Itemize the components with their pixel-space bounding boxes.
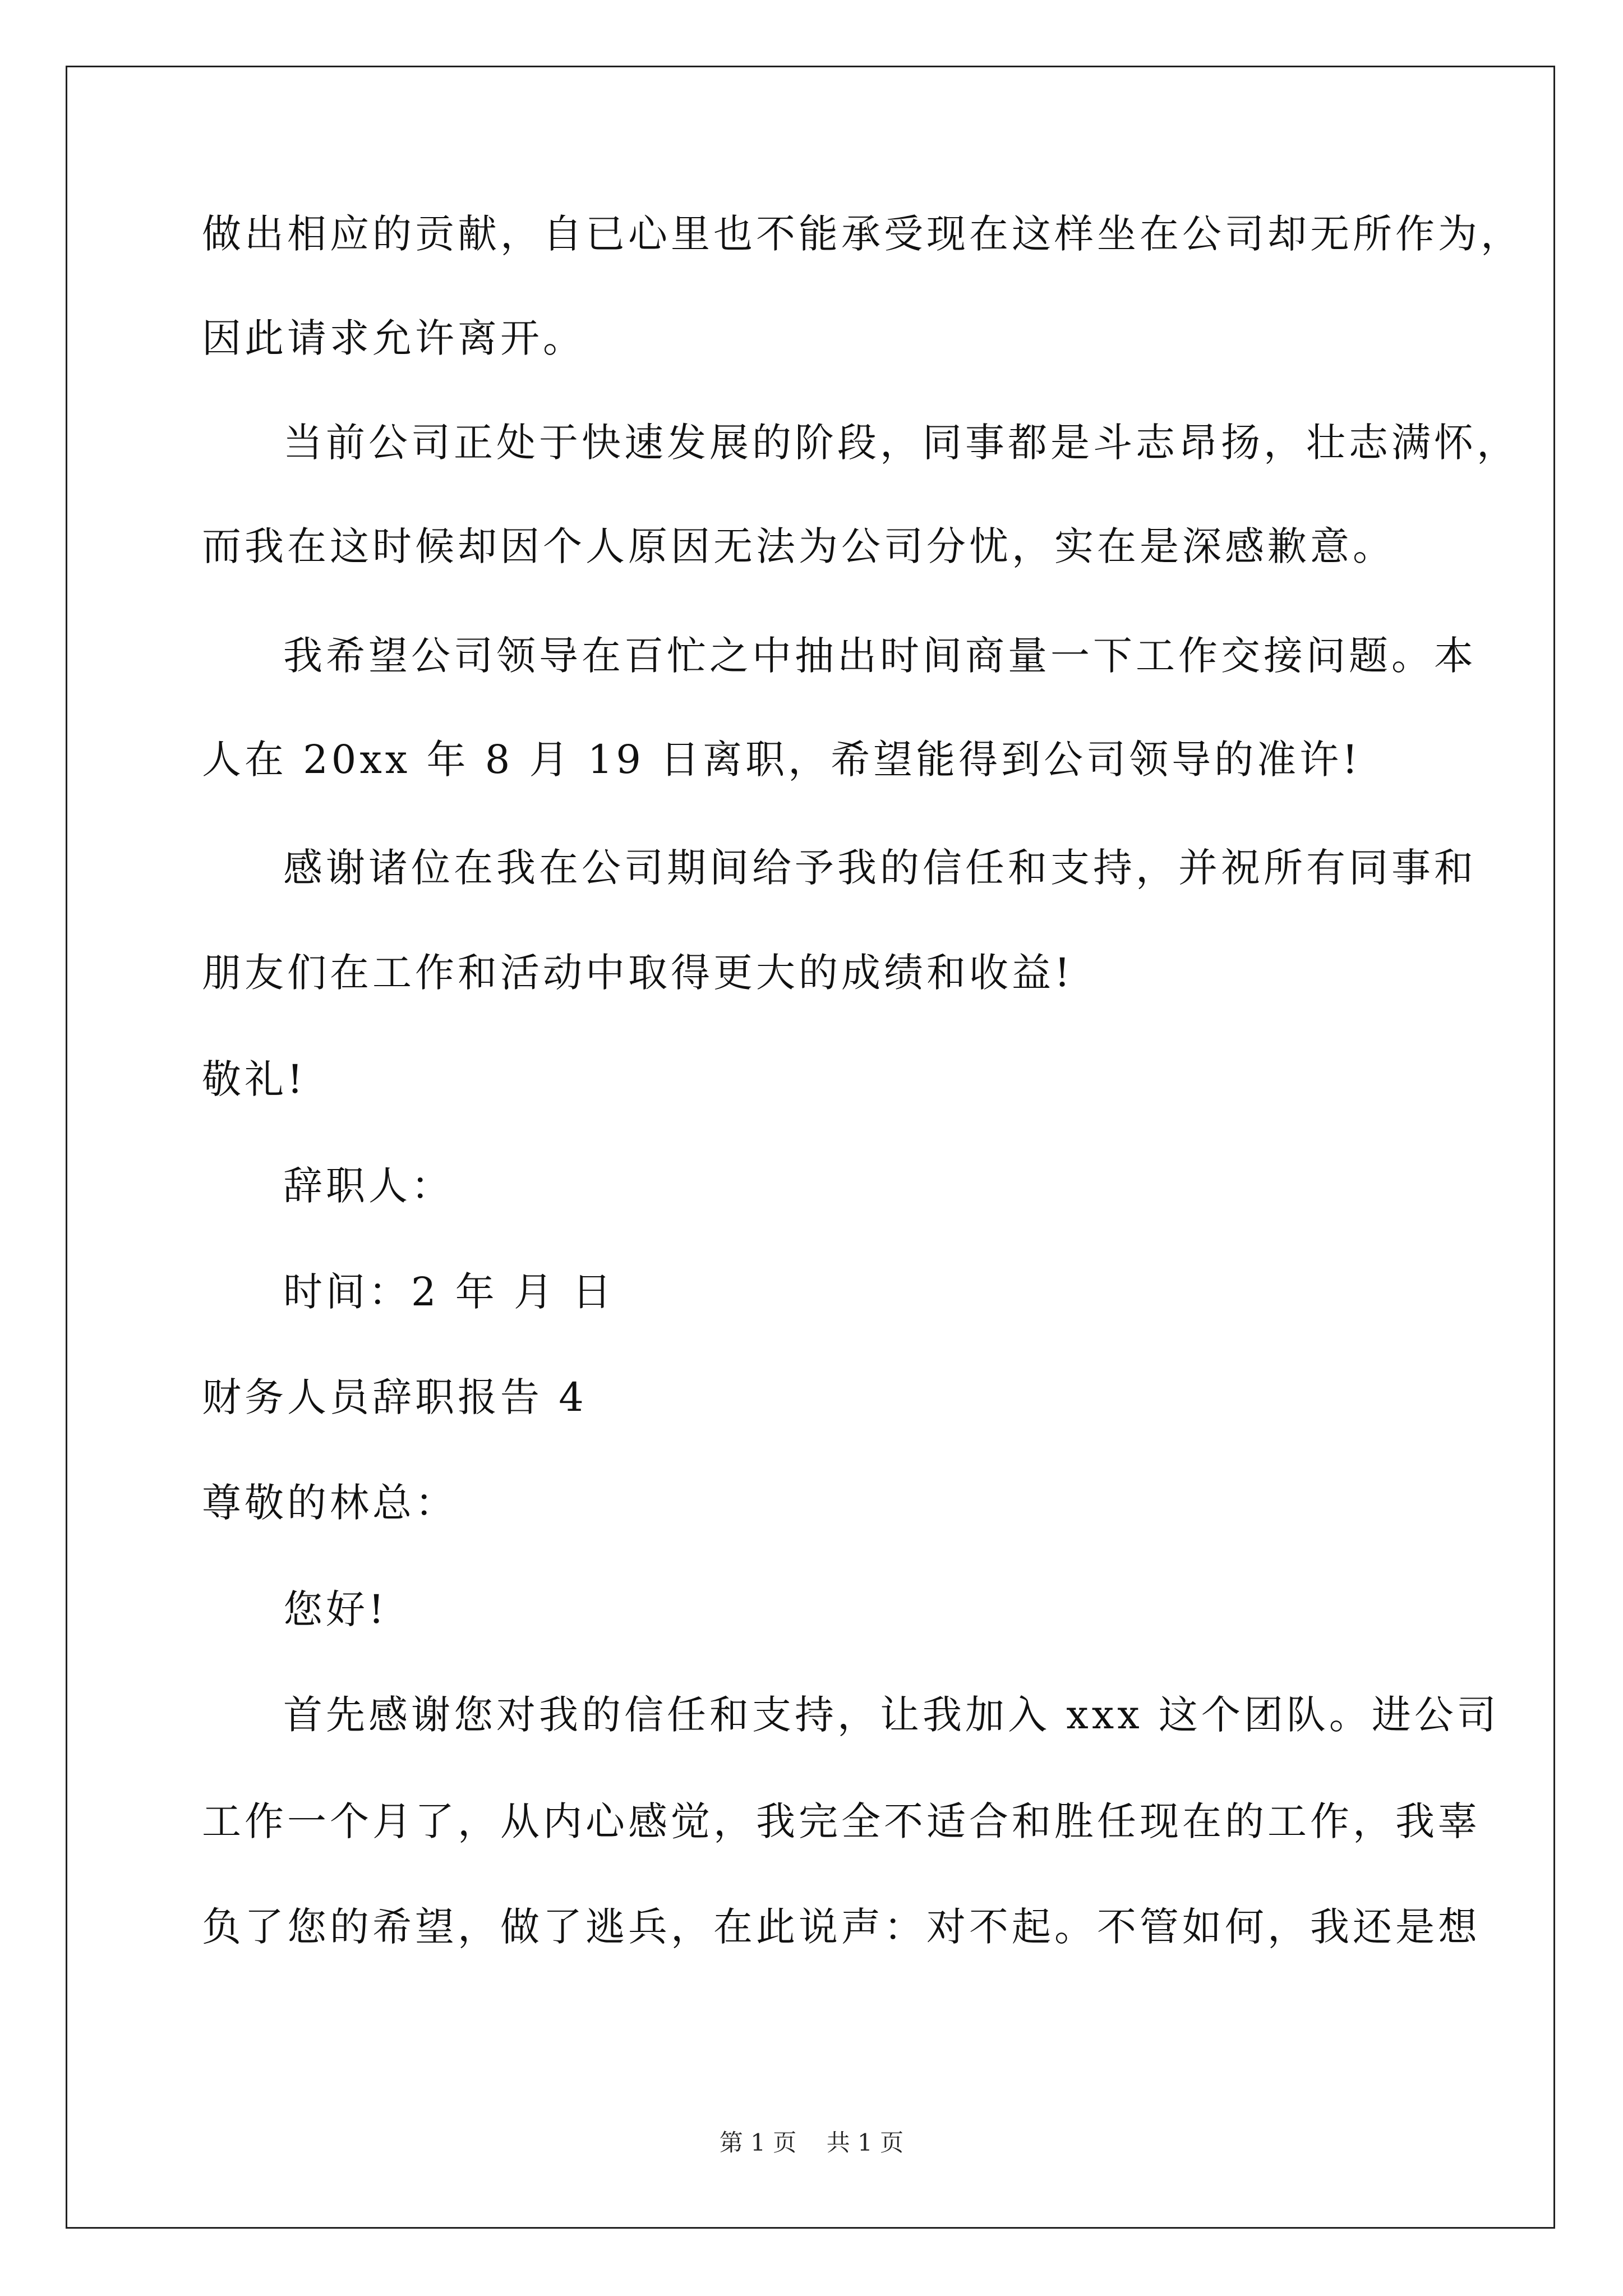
greeting: 您好! [283,1586,388,1632]
text-line: 因此请求允许离开。 [202,315,585,361]
text-line: 而我在这时候却因个人原因无法为公司分忧，实在是深感歉意。 [202,523,1395,569]
closing-salutation: 敬礼! [202,1056,307,1102]
text-line: 朋友们在工作和活动中取得更大的成绩和收益! [202,950,1074,996]
signature-label: 辞职人： [283,1163,454,1209]
text-line: 做出相应的贡献，自已心里也不能承受现在这样坐在公司却无所作为， [202,211,1523,257]
salutation: 尊敬的林总： [202,1480,458,1526]
text-line: 当前公司正处于快速发展的阶段，同事都是斗志昂扬，壮志满怀， [283,420,1519,466]
text-line: 人在 20xx 年 8 月 19 日离职，希望能得到公司领导的准许! [202,737,1362,783]
page-footer: 第 1 页 共 1 页 [719,2129,904,2156]
text-line: 我希望公司领导在百忙之中抽出时间商量一下工作交接问题。本 [283,633,1477,679]
date-line: 时间：2 年 月 日 [283,1269,615,1315]
text-line: 首先感谢您对我的信任和支持，让我加入 xxx 这个团队。进公司 [283,1692,1500,1738]
text-line: 工作一个月了，从内心感觉，我完全不适合和胜任现在的工作，我辜 [202,1798,1481,1844]
section-title: 财务人员辞职报告 4 [202,1374,587,1420]
text-line: 负了您的希望，做了逃兵，在此说声：对不起。不管如何，我还是想 [202,1904,1481,1950]
text-line: 感谢诸位在我在公司期间给予我的信任和支持，并祝所有同事和 [283,845,1477,891]
